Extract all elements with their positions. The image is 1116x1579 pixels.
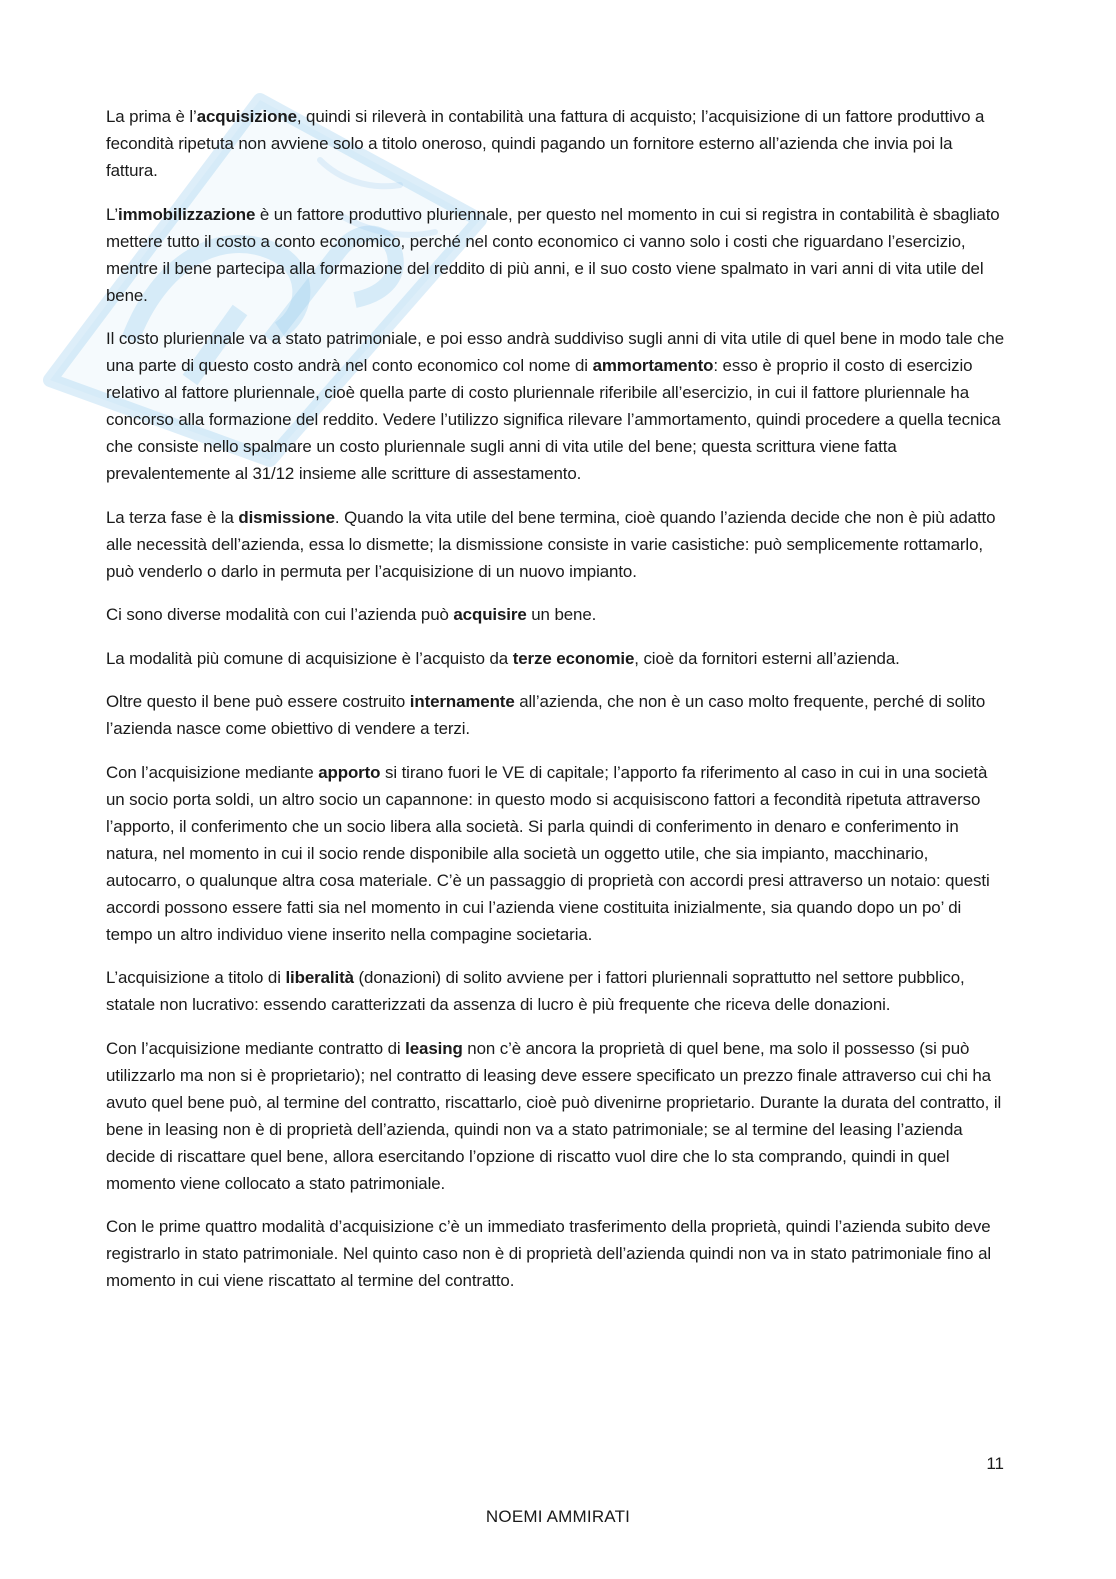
text-run: : esso è proprio il costo di esercizio relativo al fattore pluriennale, cioè quella parte di costo pluriennale riferibile all’esercizio, in cui il fattore pluriennale ha concorso alla formazione del reddito. Vedere l’utilizzo significa rilevare l’ammortamento, quindi procedere a quella tecnica che consiste nello spalmare un costo pluriennale sugli anni di vita utile del bene; questa scrittura viene fatta prevalentemente al 31/12 insieme alle scritture di assestamento. [106, 356, 1001, 483]
text-run: . Quando la vita utile del bene termina, cioè quando l’azienda decide che non è più adatto alle necessità dell’azienda, essa lo dismette; la dismissione consiste in varie casistiche: può semplicemente rottamarlo, può venderlo o darlo in permuta per l’acquisizione di un nuovo impianto. [106, 507, 996, 581]
text-run: La prima è l’ [106, 107, 197, 126]
paragraph [106, 201, 1006, 309]
text-run: un bene. [526, 605, 597, 624]
paragraph [106, 325, 1006, 487]
footer-author: NOEMI AMMIRATI [485, 1507, 631, 1526]
text-run: si tirano fuori le VE di capitale; l’apporto fa riferimento al caso in cui in una società un socio porta soldi, un altro socio un capannone: in questo modo si acquisiscono fattori a fecondità ripetuta attraverso l’apporto, il conferimento che un socio libera alla società. Si parla quindi di conferimento in denaro e conferimento in natura, nel momento in cui il socio rende disponibile alla società un oggetto utile, che sia impianto, macchinario, autocarro, o qualunque altra cosa materiale. C’è un passaggio di proprietà con accordi presi attraverso un notaio: questi accordi possono essere fatti sia nel momento in cui l’azienda viene costituita inizialmente, sia quando dopo un po’ di tempo un altro individuo viene inserito nella compagine societaria. [106, 762, 990, 944]
bold-term: ammortamento [592, 356, 714, 375]
text-run: non c’è ancora la proprietà di quel bene, ma solo il possesso (si può utilizzarlo ma non si è proprietario); nel contratto di leasing deve essere specificato un prezzo finale attraverso cui chi ha avuto quel bene può, al termine del contratto, riscattarlo, cioè può divenirne proprietario. Durante la durata del contratto, il bene in leasing non è di proprietà dell’azienda, quindi non va a stato patrimoniale; se al termine del leasing l’azienda decide di riscattare quel bene, allora esercitando l’opzione di riscatto vuol dire che lo sta comprando, quindi in quel momento viene collocato a stato patrimoniale. [106, 1038, 1002, 1193]
text-run: , cioè da fornitori esterni all’azienda. [634, 648, 900, 668]
document-body [106, 103, 1006, 1311]
text-run: Il costo pluriennale va a stato patrimoniale, e poi esso andrà suddiviso sugli anni di vita utile di quel bene in modo tale che una parte di questo costo andrà nel conto economico col nome di [106, 329, 1005, 375]
text-run: all’azienda, che non è un caso molto frequente, perché di solito l’azienda nasce come obiettivo di vendere a terzi. [106, 692, 986, 738]
bold-term: leasing [405, 1038, 463, 1058]
text-run: Con l’acquisizione mediante contratto di [106, 1038, 406, 1058]
paragraph [106, 601, 1006, 628]
text-run: Con l’acquisizione mediante [106, 762, 319, 782]
text-run: , quindi si rileverà in contabilità una fattura di acquisto; l’acquisizione di un fattore produttivo a fecondità ripetuta non avviene solo a titolo oneroso, quindi pagando un fornitore esterno all’azienda che invia poi la fattura. [106, 107, 985, 180]
text-run: L’ [106, 204, 119, 224]
paragraph [106, 645, 1006, 672]
bold-term: internamente [409, 692, 515, 711]
text-run: L’acquisizione a titolo di [106, 968, 286, 987]
paragraph [106, 688, 1006, 742]
text-run: La modalità più comune di acquisizione è l’acquisto da [106, 648, 513, 668]
paragraph [106, 504, 1006, 585]
text-run: (donazioni) di solito avviene per i fattori pluriennali soprattutto nel settore pubblico, statale non lucrativo: essendo caratterizzati da assenza di lucro è più frequente che riceva delle donazioni. [106, 968, 965, 1014]
bold-term: apporto [318, 762, 381, 782]
bold-term: liberalità [285, 968, 354, 987]
text-run: Ci sono diverse modalità con cui l’azienda può [106, 605, 454, 624]
bold-term: terze economie [512, 648, 635, 668]
bold-term: acquisizione [196, 107, 297, 126]
text-run: La terza fase è la [106, 507, 239, 527]
bold-term: immobilizzazione [118, 204, 256, 224]
bold-term: dismissione [238, 507, 335, 527]
text-run: Con le prime quattro modalità d’acquisizione c’è un immediato trasferimento della proprietà, quindi l’azienda subito deve registrarlo in stato patrimoniale. Nel quinto caso non è di proprietà dell’azienda quindi non va in stato patrimoniale fino al momento in cui viene riscattato al termine del contratto. [106, 1217, 992, 1290]
paragraph [106, 1035, 1006, 1197]
text-run: Oltre questo il bene può essere costruito [106, 692, 410, 711]
paragraph [106, 1213, 1006, 1294]
paragraph [106, 103, 1006, 184]
page-number: 11 [986, 1454, 1004, 1473]
paragraph [106, 964, 1006, 1018]
paragraph [106, 759, 1006, 948]
bold-term: acquisire [453, 605, 527, 624]
text-run: è un fattore produttivo pluriennale, per questo nel momento in cui si registra in contabilità è sbagliato mettere tutto il costo a conto economico, perché nel conto economico ci vanno solo i costi che riguardano l’esercizio, mentre il bene partecipa alla formazione del reddito di più anni, e il suo costo viene spalmato in vari anni di vita utile del bene. [106, 204, 1000, 305]
